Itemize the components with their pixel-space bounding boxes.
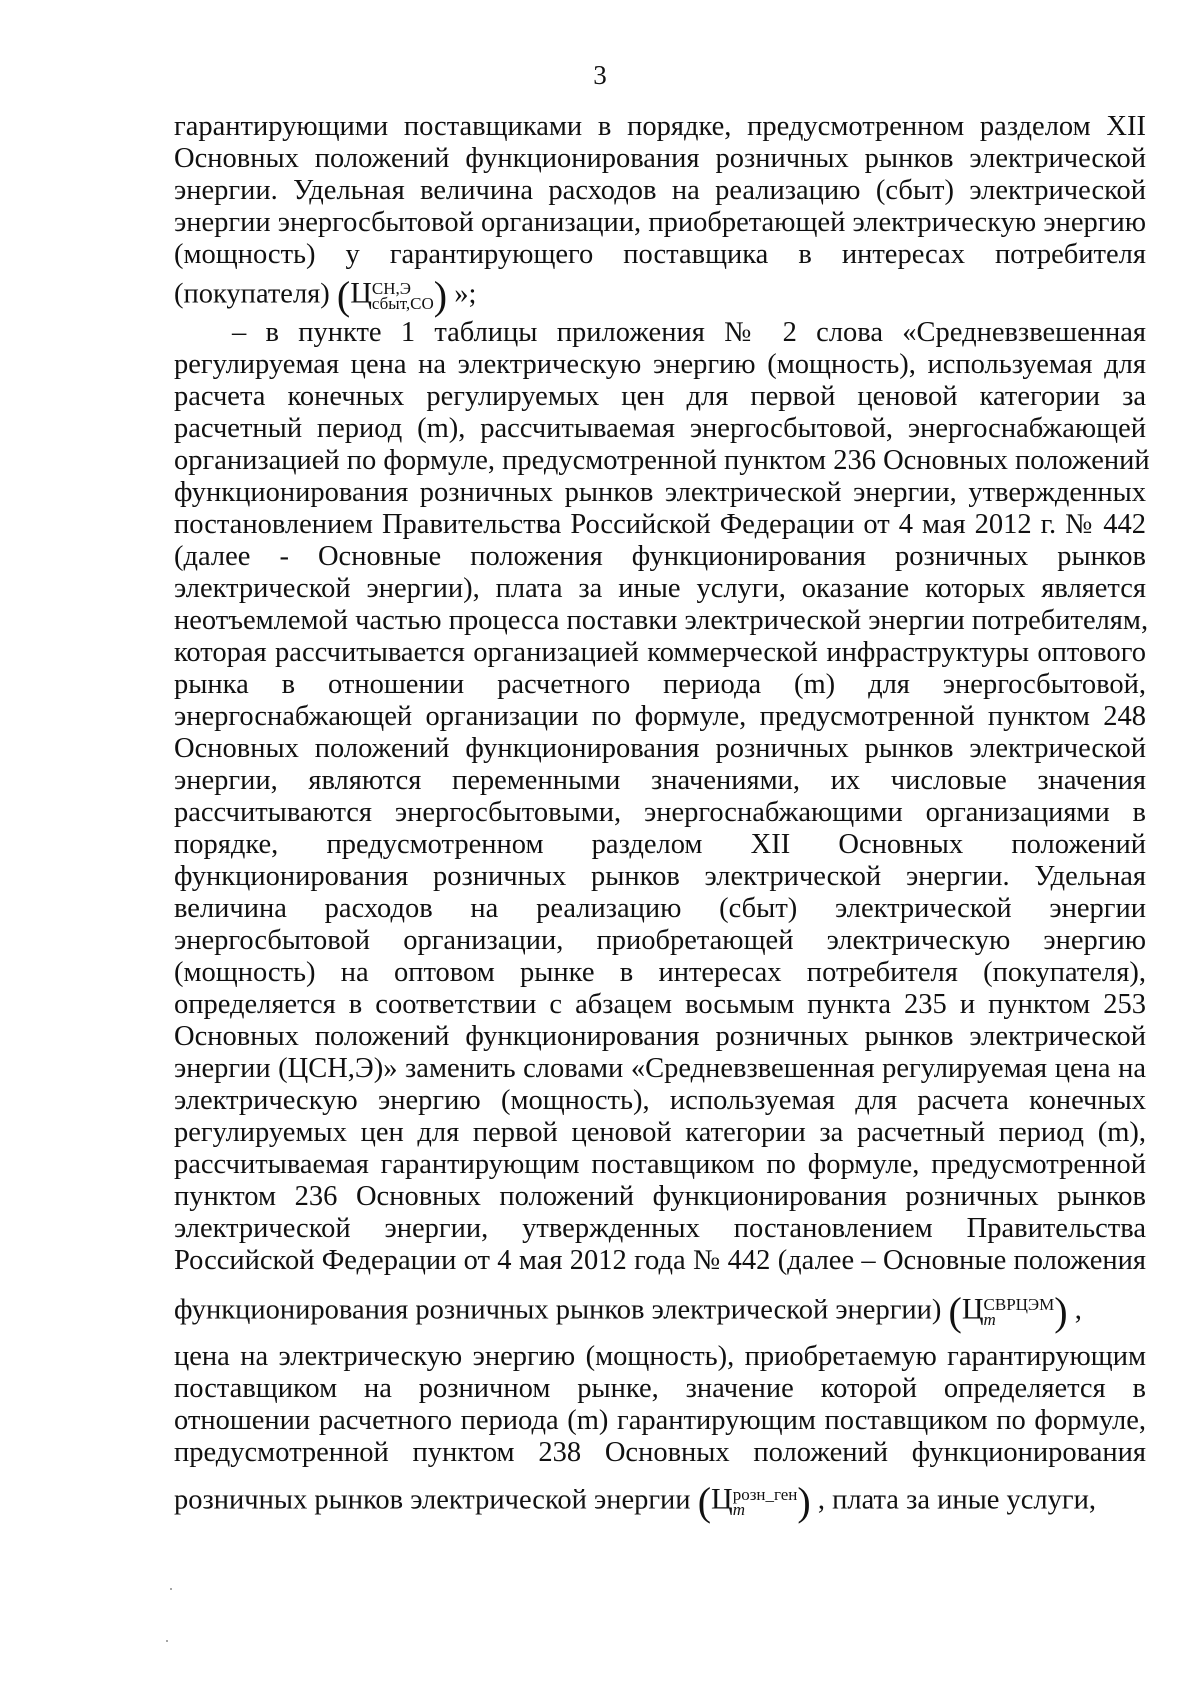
text-line: Основных положений функционирования розничных рынков электрической <box>174 1021 1146 1052</box>
text-line: (мощность) на оптовом рынке в интересах потребителя (покупателя), <box>174 957 1146 988</box>
text-line: величина расходов на реализацию (сбыт) электрической энергии <box>174 893 1146 924</box>
text-line: определяется в соответствии с абзацем восьмым пункта 235 и пунктом 253 <box>174 989 1146 1020</box>
formula-ts-rozn-gen: (Ц розн_ген m ) <box>697 1479 811 1524</box>
text-line: (далее - Основные положения функционирования розничных рынков <box>174 541 1146 572</box>
text-line: организацией по формуле, предусмотренной пунктом 236 Основных положений <box>174 445 1150 476</box>
text-line: которая рассчитывается организацией коммерческой инфраструктуры оптового <box>174 637 1146 668</box>
text-fragment: функционирования розничных рынков электрической энергии) <box>174 1294 942 1326</box>
text-line: постановлением Правительства Российской Федерации от 4 мая 2012 г. № 442 <box>174 509 1146 540</box>
text-line: энергосбытовой организации, приобретающей электрическую энергию <box>174 925 1146 956</box>
text-line: энергии (ЦСН,Э)» заменить словами «Средневзвешенная регулируемая цена на <box>174 1053 1146 1084</box>
text-line: поставщиком на розничном рынке, значение которой определяется в <box>174 1373 1146 1404</box>
text-line: – в пункте 1 таблицы приложения № 2 слова «Средневзвешенная <box>232 317 1146 348</box>
text-line: расчета конечных регулируемых цен для первой ценовой категории за <box>174 381 1146 412</box>
text-line-with-formula <box>174 1289 1146 1334</box>
text-line: энергии, являются переменными значениями, их числовые значения <box>174 765 1146 796</box>
text-line: порядке, предусмотренном разделом XII Основных положений <box>174 829 1146 860</box>
text-line: регулируемых цен для первой ценовой категории за расчетный период (m), <box>174 1117 1146 1148</box>
text-line: предусмотренной пунктом 238 Основных положений функционирования <box>174 1437 1146 1468</box>
text-line: неотъемлемой частью процесса поставки электрической энергии потребителям, <box>174 605 1149 636</box>
scan-speck <box>166 1640 168 1642</box>
text-line: гарантирующими поставщиками в порядке, предусмотренном разделом XII <box>174 111 1146 142</box>
text-line: расчетный период (m), рассчитываемая энергосбытовой, энергоснабжающей <box>174 413 1146 444</box>
text-line: отношении расчетного периода (m) гарантирующим поставщиком по формуле, <box>174 1405 1146 1436</box>
text-line: функционирования розничных рынков электрической энергии, утвержденных <box>174 477 1146 508</box>
formula-ts-sn-e: (Ц СН,Э сбыт,СО ) <box>336 273 448 318</box>
text-line: регулируемая цена на электрическую энергию (мощность), используемая для <box>174 349 1146 380</box>
text-line: пунктом 236 Основных положений функционирования розничных рынков <box>174 1181 1146 1212</box>
formula-ts-svrtsem: (Ц СВРЦЭМ m ) <box>948 1289 1068 1334</box>
text-fragment: , плата за иные услуги, <box>817 1484 1096 1516</box>
text-line: Основных положений функционирования розничных рынков электрической <box>174 733 1146 764</box>
text-line: Основных положений функционирования розничных рынков электрической <box>174 143 1146 174</box>
text-line: рассчитываемая гарантирующим поставщиком по формуле, предусмотренной <box>174 1149 1146 1180</box>
text-line: функционирования розничных рынков электрической энергии. Удельная <box>174 861 1146 892</box>
text-line: рынка в отношении расчетного периода (m) для энергосбытовой, <box>174 669 1146 700</box>
text-line: энергии энергосбытовой организации, приобретающей электрическую энергию <box>174 207 1146 238</box>
text-line: электрической энергии, утвержденных постановлением Правительства <box>174 1213 1146 1244</box>
text-line: рассчитываются энергосбытовыми, энергоснабжающими организациями в <box>174 797 1146 828</box>
page-number: 3 <box>593 60 607 90</box>
text-line: (мощность) у гарантирующего поставщика в интересах потребителя <box>174 239 1146 270</box>
text-line: энергии. Удельная величина расходов на реализацию (сбыт) электрической <box>174 175 1146 206</box>
text-line-with-formula <box>174 273 1146 318</box>
text-fragment: (покупателя) <box>174 278 330 310</box>
text-line: Российской Федерации от 4 мая 2012 года № 442 (далее – Основные положения <box>174 1245 1146 1276</box>
scan-speck <box>170 1588 172 1590</box>
text-line: энергоснабжающей организации по формуле, предусмотренной пунктом 248 <box>174 701 1146 732</box>
text-fragment: розничных рынков электрической энергии <box>174 1484 691 1516</box>
text-fragment: »; <box>454 278 477 310</box>
text-line-with-formula <box>174 1479 1146 1524</box>
text-line: цена на электрическую энергию (мощность), приобретаемую гарантирующим <box>174 1341 1146 1372</box>
text-line: электрическую энергию (мощность), используемая для расчета конечных <box>174 1085 1146 1116</box>
text-fragment: , <box>1074 1294 1082 1326</box>
text-line: электрической энергии), плата за иные услуги, оказание которых является <box>174 573 1146 604</box>
